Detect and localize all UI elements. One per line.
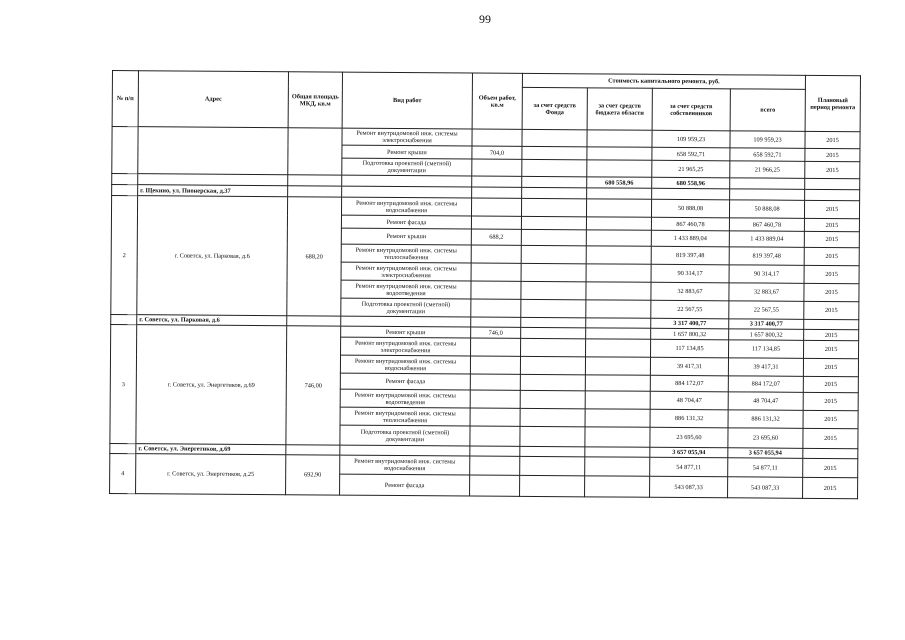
cost-owners: 886 131,32 [650,409,728,428]
cost-total: 819 397,48 [729,247,804,266]
total-area [287,316,341,326]
cost-region-budget [586,300,651,318]
work-volume [472,129,522,146]
cost-region-budget [585,391,650,409]
cost-total: 32 883,67 [729,283,804,302]
cost-region-budget [587,130,652,147]
work-type: Ремонт внутридомовой инж. системы электроснабжения [341,262,471,281]
repair-period: 2015 [804,340,859,358]
subtotal-pad [805,178,860,189]
subtotal-empty-5 [522,176,587,187]
work-volume [472,159,522,176]
work-volume [470,408,520,426]
work-type: Подготовка проектной (сметной) документации [342,158,472,176]
cost-fund [521,263,586,281]
subtotal-owners: 680 558,96 [587,177,652,188]
cost-region-budget [587,160,652,177]
row-address: г. Советск, ул. Парковая, д.6 [137,196,288,316]
cost-region-budget [586,339,651,357]
cost-owners: 819 397,48 [651,246,729,265]
work-volume [470,456,520,475]
cost-fund [520,390,585,408]
cost-fund [520,475,585,496]
table-row [110,453,858,477]
header-owners: за счет средств собственников [652,88,730,131]
cost-owners: 48 704,47 [650,391,728,410]
work-volume [471,281,521,299]
cost-fund [521,338,586,356]
repair-period: 2015 [805,148,860,161]
total-area [286,445,340,455]
cost-owners: 39 417,31 [650,357,728,376]
cost-region-budget [585,357,650,375]
cost-total: 22 567,55 [729,301,804,320]
cost-region-budget [586,199,651,217]
cost-fund [521,198,586,216]
work-type: Ремонт фасада [340,373,470,390]
work-volume: 746,0 [471,327,521,338]
total-address: г. Щекино, ул. Пионерская, д.37 [138,185,288,197]
cost-total: 90 314,17 [729,265,804,284]
cost-owners: 1 433 889,04 [651,230,729,247]
total-empty [652,188,730,200]
cost-owners: 109 959,23 [652,130,730,148]
cost-fund [521,281,586,299]
cost-total: 117 134,85 [729,340,804,359]
cost-fund [521,229,586,245]
cost-fund [521,216,586,229]
repair-period: 2015 [804,218,859,231]
work-type: Ремонт крыши [341,326,471,338]
repair-period: 2015 [803,477,858,498]
repair-period: 2015 [804,231,859,247]
header-region-budget: за счет средств бюджета области [587,88,652,130]
work-volume [471,216,521,229]
cost-owners: 23 695,60 [650,427,728,448]
repair-period: 2015 [805,131,860,148]
page-number: 99 [479,12,491,26]
work-type: Ремонт внутридомовой инж. системы электроснабжения [341,337,471,356]
cost-total: 886 131,32 [728,410,803,429]
work-volume: 704,0 [472,146,522,159]
row-number: 3 [110,324,137,443]
cost-region-budget [586,282,651,300]
repair-period: 2015 [803,376,858,392]
header-fund: за счет средств Фонда [522,87,587,129]
cost-fund [520,408,585,426]
work-volume [471,338,521,356]
subtotal-empty-0 [112,174,138,185]
total-volume [471,317,521,327]
cost-fund [520,426,585,446]
header-num: № п/п [112,71,138,127]
cost-total: 867 460,78 [729,218,804,232]
cost-region-budget [585,476,650,497]
cost-total: 1 657 800,32 [729,329,804,341]
total-num [110,443,136,453]
cost-region-budget [586,264,651,282]
cost-fund [522,129,587,146]
work-volume [471,299,521,317]
work-type: Ремонт фасада [340,474,470,496]
total-sum: 3 657 055,94 [728,448,803,459]
total-empty [288,186,342,197]
capital-repair-table [109,70,861,499]
subtotal-empty-4 [472,176,522,187]
cost-owners: 54 877,11 [650,457,728,477]
cost-region-budget [586,217,651,230]
row-area: 688,20 [287,197,342,316]
total-owners: 3 317 400,77 [651,318,729,329]
total-sum: 3 317 400,77 [729,319,804,330]
repair-period: 2015 [803,428,858,448]
cost-fund [522,146,587,159]
cost-owners: 543 087,33 [650,476,728,498]
total-num [111,314,137,324]
cost-total: 1 433 889,04 [729,231,804,248]
work-type: Ремонт фасада [341,215,471,229]
cost-region-budget [585,427,650,447]
work-volume [471,263,521,281]
cost-region-budget [585,375,650,391]
cost-total: 39 417,31 [728,358,803,377]
subtotal-empty-2 [288,175,342,186]
work-type: Ремонт внутридомовой инж. системы теплоснабжения [340,407,470,426]
cost-total: 23 695,60 [728,428,803,449]
cost-total: 543 087,33 [728,477,803,499]
cost-owners: 658 592,71 [652,147,730,161]
cost-fund [520,356,585,374]
total-volume [470,446,520,456]
header-cost-group: Стоимость капитального ремонта, руб. [522,73,805,89]
cost-region-budget [585,457,650,476]
row-area [288,128,342,175]
cost-total: 884 172,07 [728,376,803,393]
repair-period: 2015 [804,247,859,265]
work-type: Ремонт внутридомовой инж. системы электроснабжения [342,128,472,146]
repair-period: 2015 [804,265,859,283]
total-fund [520,446,585,456]
subtotal-empty-3 [342,175,472,187]
cost-total: 21 966,25 [730,161,805,179]
cost-region-budget [586,328,651,339]
work-type: Ремонт внутридомовой инж. системы водоснабжения [341,197,471,216]
work-type: Ремонт крыши [342,145,472,159]
header-area: Общая площадь МКД, кв.м [288,72,342,128]
header-work-type: Вид работ [342,72,472,129]
total-fund [521,317,586,327]
header-total: всего [730,89,805,132]
row-address [138,127,288,175]
cost-owners: 117 134,85 [651,339,729,358]
total-empty [587,188,652,199]
cost-owners: 22 567,55 [651,300,729,319]
cost-fund [522,159,587,176]
work-type: Ремонт внутридомовой инж. системы водоотведения [341,280,471,299]
cost-region-budget [586,230,651,246]
cost-total: 109 959,23 [730,131,805,149]
repair-period: 2015 [803,358,858,376]
header-address: Адрес [138,71,288,128]
work-volume [470,374,520,390]
repair-period: 2015 [803,410,858,428]
repair-period: 2015 [804,200,859,218]
cost-owners: 50 888,08 [651,199,729,218]
row-address: г. Советск, ул. Энергетиков, д.25 [136,454,286,495]
cost-fund [521,245,586,263]
cost-owners: 884 172,07 [650,375,728,392]
cost-total: 658 592,71 [730,148,805,162]
total-empty [472,187,522,198]
work-type: Подготовка проектной (сметной) документации [341,298,471,317]
total-address: г. Советск, ул. Энергетиков, д.69 [136,444,286,455]
total-empty [342,186,472,198]
subtotal-total: 680 558,96 [652,177,730,189]
cost-owners: 90 314,17 [651,264,729,283]
cost-fund [520,456,585,475]
work-type: Ремонт крыши [341,228,471,245]
cost-owners: 32 883,67 [651,282,729,301]
subtotal-period [730,178,805,190]
total-num [112,185,138,196]
total-empty [522,187,587,198]
header-volume: Объем работ, кв.м [472,73,522,129]
total-period [804,319,859,329]
total-empty [805,189,860,200]
cost-region-budget [587,147,652,160]
work-volume [471,198,521,216]
total-owners: 3 657 055,94 [650,447,728,458]
repair-period: 2015 [805,161,860,178]
repair-period: 2015 [804,329,859,340]
repair-period: 2015 [804,301,859,319]
table-body [110,127,861,499]
work-type: Ремонт внутридомовой инж. системы теплоснабжения [341,244,471,263]
row-number: 2 [111,196,138,315]
cost-fund [520,374,585,390]
row-area: 746,00 [286,326,341,445]
cost-region-budget [586,246,651,264]
row-area: 692,90 [286,455,340,495]
total-region-budget [586,318,651,328]
work-volume [470,390,520,408]
work-volume [470,426,520,446]
cost-fund [521,299,586,317]
work-type: Ремонт внутридомовой инж. системы водоснабжения [340,455,470,475]
cost-fund [521,327,586,338]
work-type: Ремонт внутридомовой инж. системы водоотведения [340,389,470,408]
total-period [803,448,858,458]
cost-total: 50 888,08 [729,200,804,219]
work-volume [471,245,521,263]
total-region-budget [585,447,650,457]
cost-owners: 1 657 800,32 [651,328,729,340]
cost-owners: 867 460,78 [651,217,729,231]
cost-total: 48 704,47 [728,392,803,411]
cost-owners: 21 965,25 [652,160,730,178]
work-volume [470,356,520,374]
work-type: Ремонт внутридомовой инж. системы водоснабжения [340,355,470,374]
repair-period: 2015 [803,458,858,477]
header-period: Плановый период ремонта [805,75,860,131]
repair-period: 2015 [803,392,858,410]
row-number: 4 [110,453,136,493]
total-address: г. Советск, ул. Парковая, д.6 [137,315,287,326]
cost-total: 54 877,11 [728,458,803,478]
work-volume: 688,2 [471,229,521,245]
work-volume [470,475,520,496]
cost-region-budget [585,409,650,427]
work-type: Подготовка проектной (сметной) документации [340,425,470,446]
row-number [112,127,138,174]
total-empty [730,189,805,201]
repair-period: 2015 [804,283,859,301]
row-address: г. Советск, ул. Энергетиков, д.69 [136,325,287,445]
